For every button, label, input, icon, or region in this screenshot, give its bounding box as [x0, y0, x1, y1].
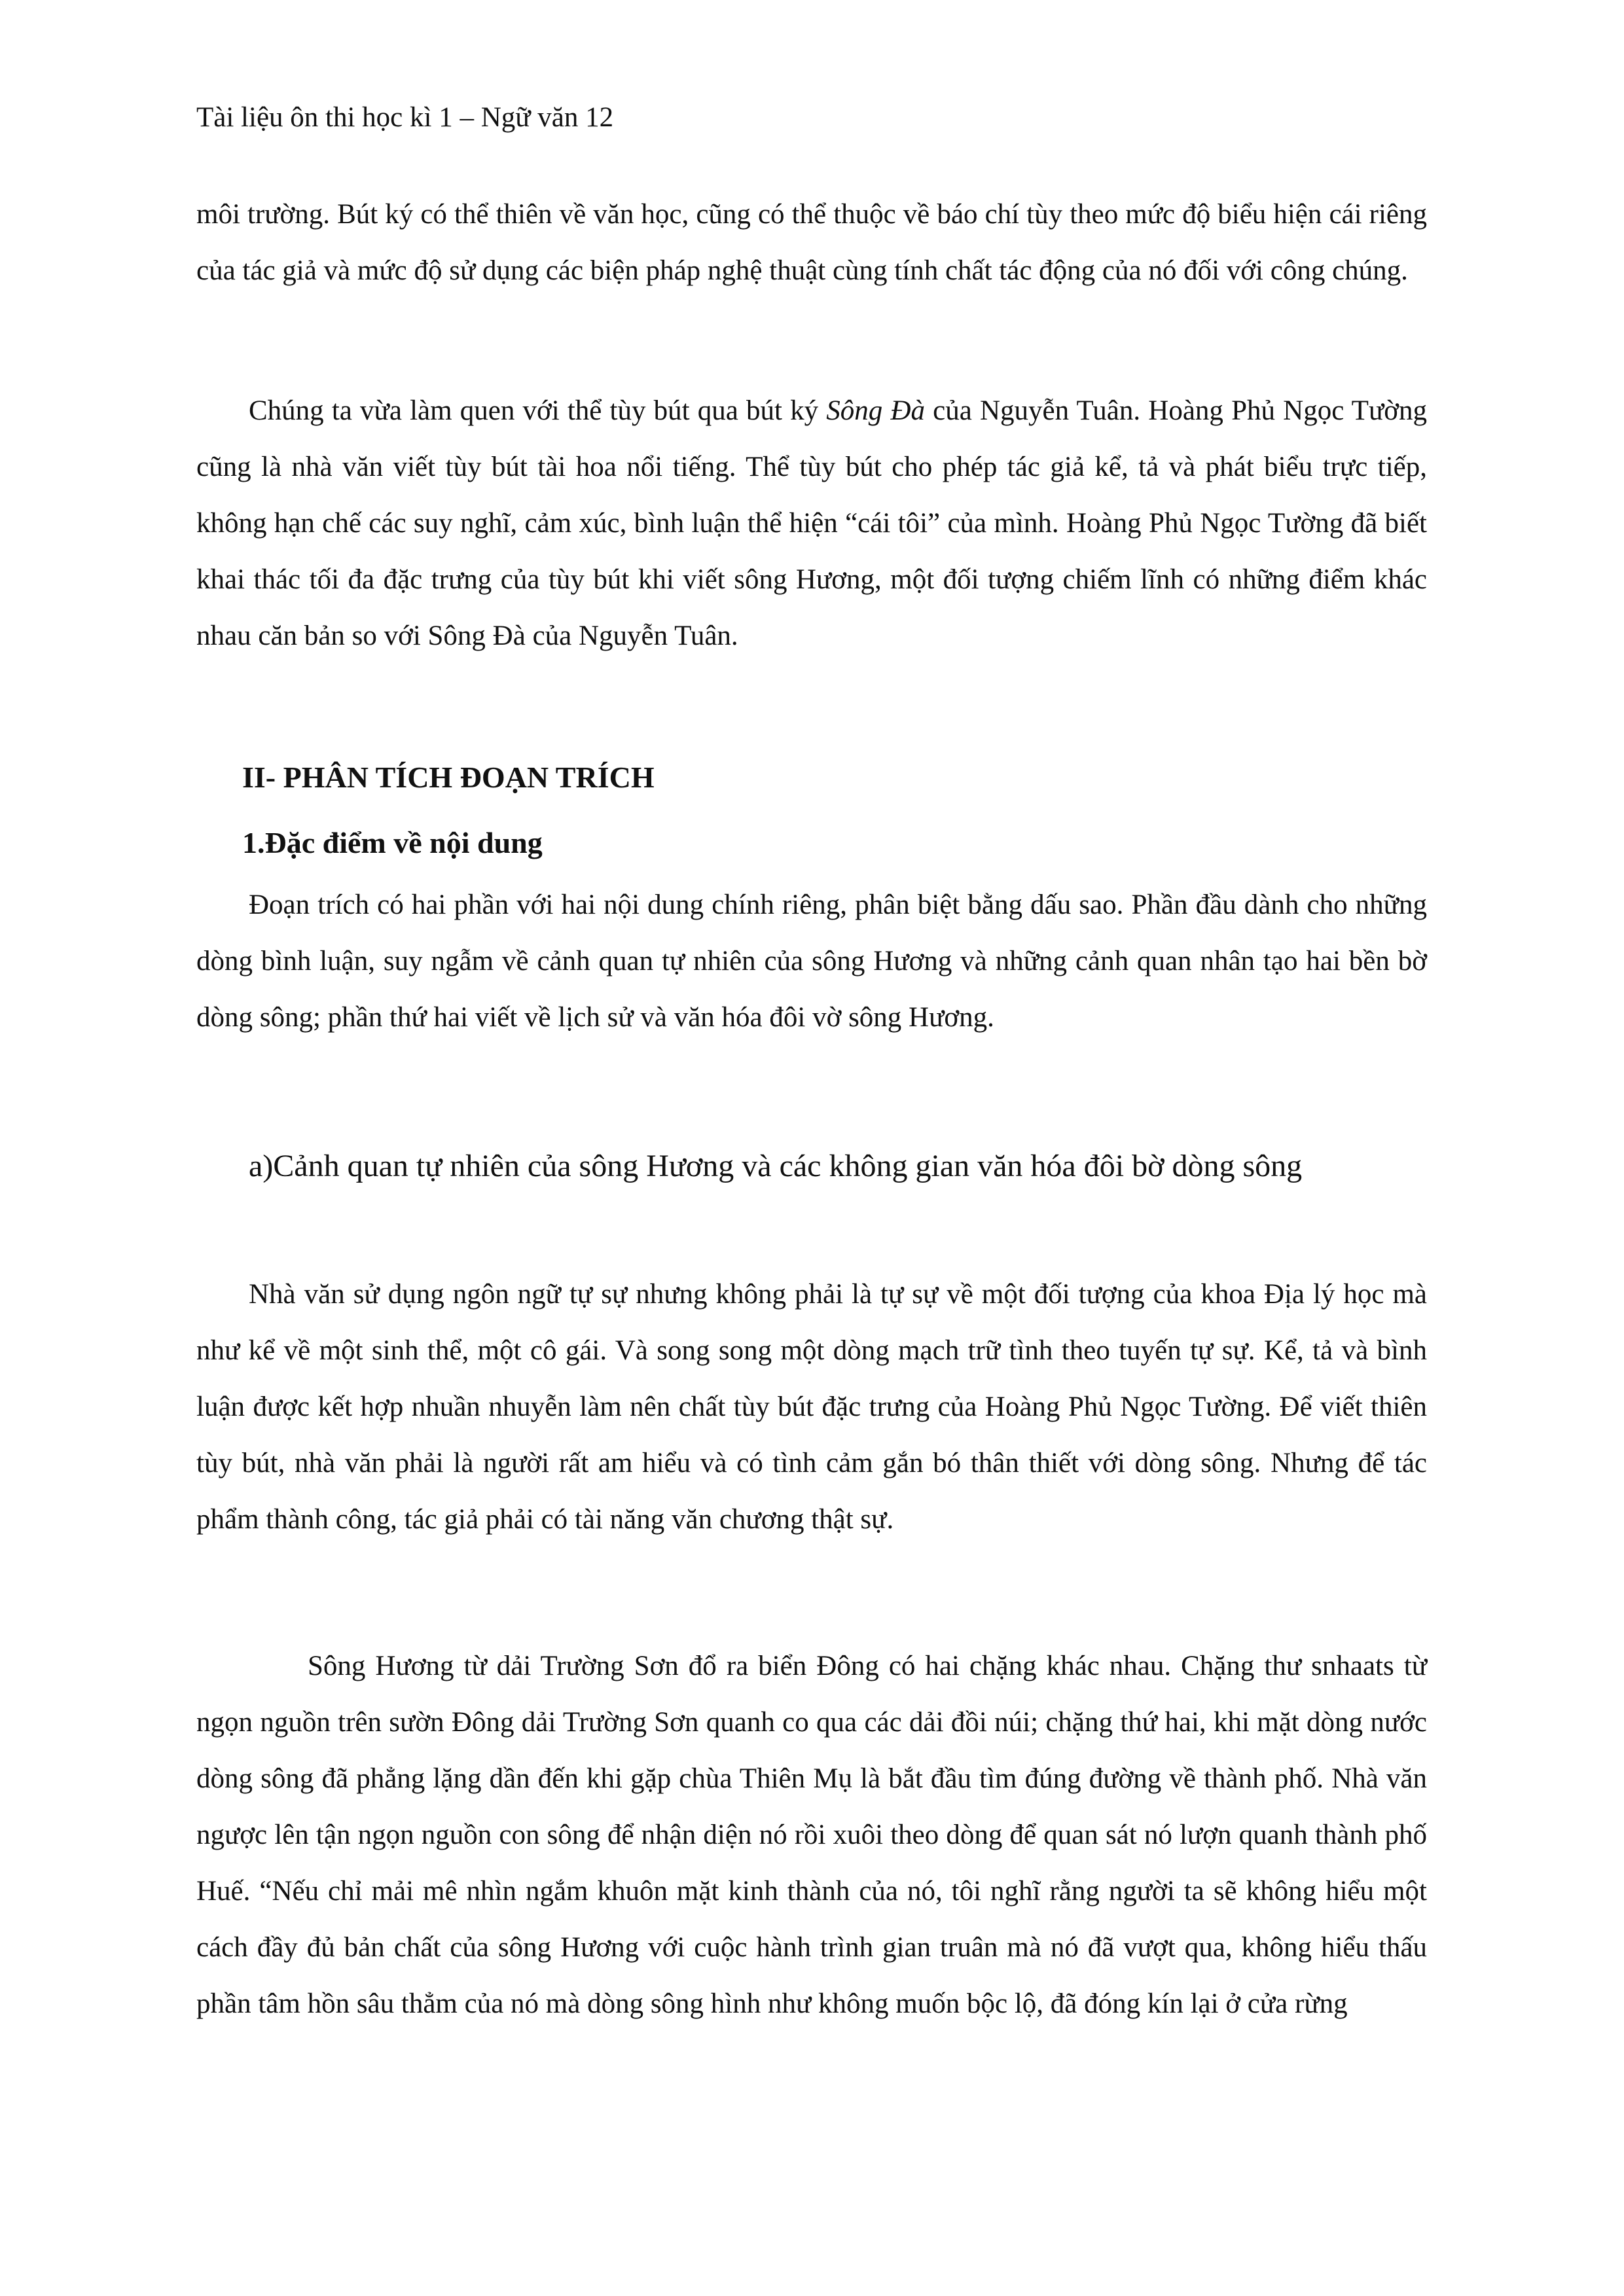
subsection-heading-1: 1.Đặc điểm về nội dung [242, 826, 543, 859]
paragraph-1: môi trường. Bút ký có thể thiên về văn học, cũng có thể thuộc về báo chí tùy theo mức độ biểu hiện cái riêng của tác giả và mức độ sử dụng các biện pháp nghệ thuật cùng tính chất tác động của nó đối với công chúng. [196, 199, 1427, 286]
paragraph-2-text-after: của Nguyễn Tuân. Hoàng Phủ Ngọc Tường cũng là nhà văn viết tùy bút tài hoa nổi tiếng. Thể tùy bút cho phép tác giả kể, tả và phát biểu trực tiếp, không hạn chế các suy nghĩ, cảm xúc, bình luận thể hiện “cái tôi” của mình. Hoàng Phủ Ngọc Tường đã biết khai thác tối đa đặc trưng của tùy bút khi viết sông Hương, một đối tượng chiếm lĩnh có những điểm khác nhau căn bản so với Sông Đà của Nguyễn Tuân. [196, 395, 1427, 651]
item-heading-a: a)Cảnh quan tự nhiên của sông Hương và các không gian văn hóa đôi bờ dòng sông [249, 1149, 1303, 1183]
document-page [196, 0, 1427, 2296]
running-header: Tài liệu ôn thi học kì 1 – Ngữ văn 12 [196, 102, 614, 133]
paragraph-3: Đoạn trích có hai phần với hai nội dung chính riêng, phân biệt bằng dấu sao. Phần đầu dành cho những dòng bình luận, suy ngẫm về cảnh quan tự nhiên của sông Hương và những cảnh quan nhân tạo hai bền bờ dòng sông; phần thứ hai viết về lịch sử và văn hóa đôi vờ sông Hương. [196, 889, 1427, 1033]
paragraph-2-italic-title: Sông Đà [826, 395, 925, 426]
paragraph-4: Nhà văn sử dụng ngôn ngữ tự sự nhưng không phải là tự sự về một đối tượng của khoa Địa lý học mà như kể về một sinh thể, một cô gái. Và song song một dòng mạch trữ tình theo tuyến tự sự. Kể, tả và bình luận được kết hợp nhuần nhuyễn làm nên chất tùy bút đặc trưng của Hoàng Phủ Ngọc Tường. Để viết thiên tùy bút, nhà văn phải là người rất am hiểu và có tình cảm gắn bó thân thiết với dòng sông. Nhưng để tác phẩm thành công, tác giả phải có tài năng văn chương thật sự. [196, 1279, 1427, 1535]
paragraph-2 [196, 383, 1427, 664]
section-heading-ii: II- PHÂN TÍCH ĐOẠN TRÍCH [242, 761, 655, 794]
paragraph-5: Sông Hương từ dải Trường Sơn đổ ra biển Đông có hai chặng khác nhau. Chặng thư snhaats từ ngọn nguồn trên sườn Đông dải Trường Sơn quanh co qua các dải đồi núi; chặng thứ hai, khi mặt dòng nước dòng sông đã phẳng lặng dần đến khi gặp chùa Thiên Mụ là bắt đầu tìm đúng đường về thành phố. Nhà văn ngược lên tận ngọn nguồn con sông để nhận diện nó rồi xuôi theo dòng để quan sát nó lượn quanh thành phố Huế. “Nếu chỉ mải mê nhìn ngắm khuôn mặt kinh thành của nó, tôi nghĩ rằng người ta sẽ không hiểu một cách đầy đủ bản chất của sông Hương với cuộc hành trình gian truân mà nó đã vượt qua, không hiểu thấu phần tâm hồn sâu thẳm của nó mà dòng sông hình như không muốn bộc lộ, đã đóng kín lại ở cửa rừng [196, 1651, 1427, 2019]
paragraph-2-text-before: Chúng ta vừa làm quen với thể tùy bút qua bút ký [249, 395, 827, 426]
